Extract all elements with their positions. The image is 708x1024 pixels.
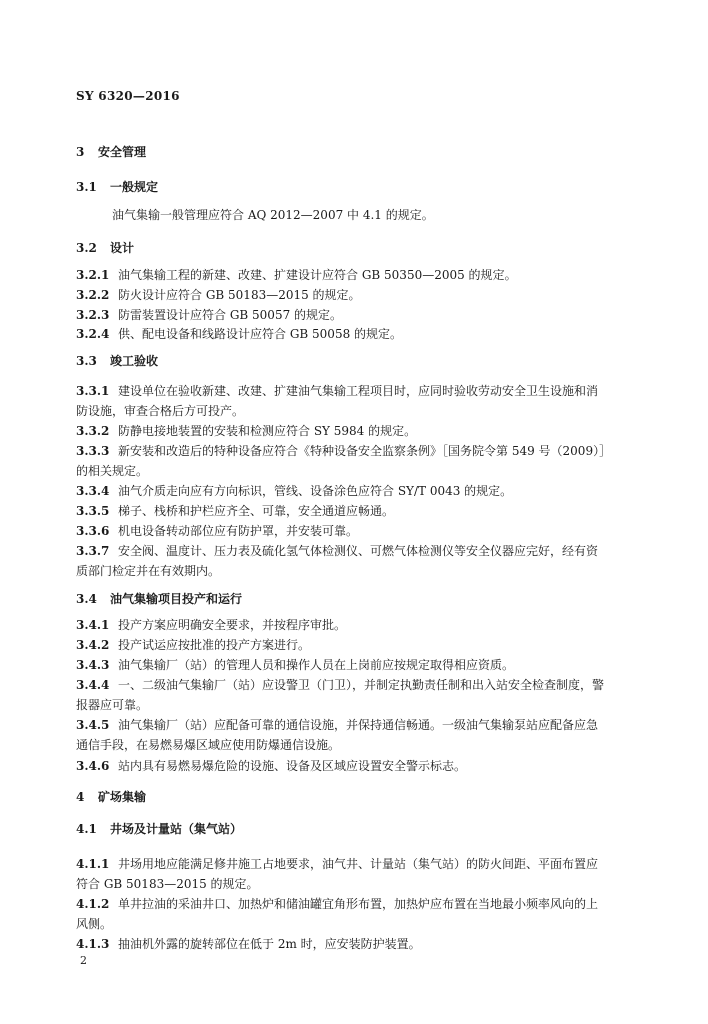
clause-number: 3.4.6 bbox=[76, 759, 110, 773]
clause-line bbox=[76, 638, 646, 652]
clause-number: 3.3.5 bbox=[76, 504, 110, 518]
line-text: 防火设计应符合 GB 50183—2015 的规定。 bbox=[118, 288, 361, 302]
line-text: 防设施，审查合格后方可投产。 bbox=[76, 404, 245, 418]
clause-number: 3.4.2 bbox=[76, 638, 110, 652]
clause-number: 3.2.1 bbox=[76, 268, 110, 282]
line-text: 建设单位在验收新建、改建、扩建油气集输工程项目时，应同时验收劳动安全卫生设施和消 bbox=[118, 384, 599, 398]
clause-line bbox=[76, 718, 646, 732]
clause-number: 4.1.1 bbox=[76, 857, 110, 871]
clause-line bbox=[76, 504, 646, 518]
clause-line bbox=[76, 759, 646, 773]
clause-number: 3.4.4 bbox=[76, 678, 110, 692]
text-line bbox=[104, 208, 674, 222]
text-line bbox=[76, 738, 646, 752]
clause-number: 3.3.3 bbox=[76, 444, 110, 458]
line-text: 油气集输一般管理应符合 AQ 2012—2007 中 4.1 的规定。 bbox=[112, 208, 434, 222]
clause-line bbox=[76, 424, 646, 438]
line-text: 油气介质走向应有方向标识，管线、设备涂色应符合 SY/T 0043 的规定。 bbox=[118, 484, 513, 498]
line-text: 油气集输工程的新建、改建、扩建设计应符合 GB 50350—2005 的规定。 bbox=[118, 268, 517, 282]
clause-number: 3.3.2 bbox=[76, 424, 110, 438]
clause-number: 3.4.1 bbox=[76, 618, 110, 632]
clause-number: 3.4.3 bbox=[76, 658, 110, 672]
clause-number: 4.1 bbox=[76, 822, 97, 836]
text-line bbox=[76, 404, 646, 418]
section-heading bbox=[76, 241, 646, 255]
line-text: 投产试运应按批准的投产方案进行。 bbox=[118, 638, 311, 652]
clause-number: 3.2.4 bbox=[76, 327, 110, 341]
clause-line bbox=[76, 288, 646, 302]
line-text: 风侧。 bbox=[76, 917, 113, 931]
line-text: 投产方案应明确安全要求，并按程序审批。 bbox=[118, 618, 347, 632]
standard-code: SY 6320—2016 bbox=[76, 89, 180, 103]
page-number: 2 bbox=[80, 954, 87, 967]
text-line bbox=[76, 698, 646, 712]
clause-line bbox=[76, 444, 646, 458]
clause-line bbox=[76, 897, 646, 911]
line-text: 的相关规定。 bbox=[76, 464, 149, 478]
line-text: 油气集输厂（站）应配备可靠的通信设施，并保持通信畅通。一级油气集输泵站应配备应急 bbox=[118, 718, 599, 732]
line-text: 一、二级油气集输厂（站）应设警卫（门卫），并制定执勤责任制和出入站安全检查制度，警 bbox=[118, 678, 605, 692]
clause-line bbox=[76, 327, 646, 341]
line-text: 竣工验收 bbox=[110, 354, 159, 368]
section-heading bbox=[76, 180, 646, 194]
line-text: 通信手段，在易燃易爆区域应使用防爆通信设施。 bbox=[76, 738, 341, 752]
line-text: 防雷装置设计应符合 GB 50057 的规定。 bbox=[118, 308, 343, 322]
line-text: 抽油机外露的旋转部位在低于 2m 时，应安装防护装置。 bbox=[118, 937, 421, 951]
line-text: 安全管理 bbox=[98, 145, 147, 159]
line-text: 防静电接地装置的安装和检测应符合 SY 5984 的规定。 bbox=[118, 424, 417, 438]
chapter-heading bbox=[76, 790, 646, 804]
clause-line bbox=[76, 384, 646, 398]
clause-number: 3.3.6 bbox=[76, 524, 110, 538]
clause-number: 3.4 bbox=[76, 592, 97, 606]
clause-line bbox=[76, 937, 646, 951]
clause-line bbox=[76, 658, 646, 672]
clause-line bbox=[76, 484, 646, 498]
clause-line bbox=[76, 308, 646, 322]
clause-line bbox=[76, 268, 646, 282]
clause-number: 3.2 bbox=[76, 241, 97, 255]
clause-line bbox=[76, 618, 646, 632]
clause-number: 3.3.7 bbox=[76, 544, 110, 558]
text-line bbox=[76, 464, 646, 478]
line-text: 井场及计量站（集气站） bbox=[110, 822, 243, 836]
line-text: 一般规定 bbox=[110, 180, 159, 194]
clause-number: 3.3.1 bbox=[76, 384, 110, 398]
section-heading bbox=[76, 592, 646, 606]
line-text: 设计 bbox=[110, 241, 135, 255]
clause-number: 4 bbox=[76, 790, 85, 804]
line-text: 梯子、栈桥和护栏应齐全、可靠，安全通道应畅通。 bbox=[118, 504, 395, 518]
line-text: 质部门检定并在有效期内。 bbox=[76, 564, 221, 578]
clause-number: 3.4.5 bbox=[76, 718, 110, 732]
line-text: 井场用地应能满足修井施工占地要求，油气井、计量站（集气站）的防火间距、平面布置应 bbox=[118, 857, 599, 871]
line-text: 新安装和改造后的特种设备应符合《特种设备安全监察条例》［国务院令第 549 号（2009）］ bbox=[118, 444, 612, 458]
clause-number: 3.1 bbox=[76, 180, 97, 194]
clause-number: 3.2.3 bbox=[76, 308, 110, 322]
line-text: 油气集输项目投产和运行 bbox=[110, 592, 243, 606]
section-heading bbox=[76, 354, 646, 368]
line-text: 供、配电设备和线路设计应符合 GB 50058 的规定。 bbox=[118, 327, 403, 341]
text-line bbox=[76, 917, 646, 931]
clause-number: 3.3 bbox=[76, 354, 97, 368]
clause-line bbox=[76, 857, 646, 871]
clause-line bbox=[76, 544, 646, 558]
line-text: 符合 GB 50183—2015 的规定。 bbox=[76, 877, 259, 891]
section-heading bbox=[76, 822, 646, 836]
line-text: 油气集输厂（站）的管理人员和操作人员在上岗前应按规定取得相应资质。 bbox=[118, 658, 515, 672]
clause-number: 3 bbox=[76, 145, 85, 159]
clause-line bbox=[76, 524, 646, 538]
clause-number: 4.1.3 bbox=[76, 937, 110, 951]
line-text: 安全阀、温度计、压力表及硫化氢气体检测仪、可燃气体检测仪等安全仪器应完好，经有资 bbox=[118, 544, 599, 558]
clause-number: 3.2.2 bbox=[76, 288, 110, 302]
line-text: 单井拉油的采油井口、加热炉和储油罐宜角形布置，加热炉应布置在当地最小频率风向的上 bbox=[118, 897, 599, 911]
clause-number: 4.1.2 bbox=[76, 897, 110, 911]
text-line bbox=[76, 877, 646, 891]
chapter-heading bbox=[76, 145, 646, 159]
clause-number: 3.3.4 bbox=[76, 484, 110, 498]
line-text: 报器应可靠。 bbox=[76, 698, 149, 712]
clause-line bbox=[76, 678, 646, 692]
line-text: 站内具有易燃易爆危险的设施、设备及区域应设置安全警示标志。 bbox=[118, 759, 467, 773]
line-text: 机电设备转动部位应有防护罩，并安装可靠。 bbox=[118, 524, 359, 538]
line-text: 矿场集输 bbox=[98, 790, 147, 804]
text-line bbox=[76, 564, 646, 578]
